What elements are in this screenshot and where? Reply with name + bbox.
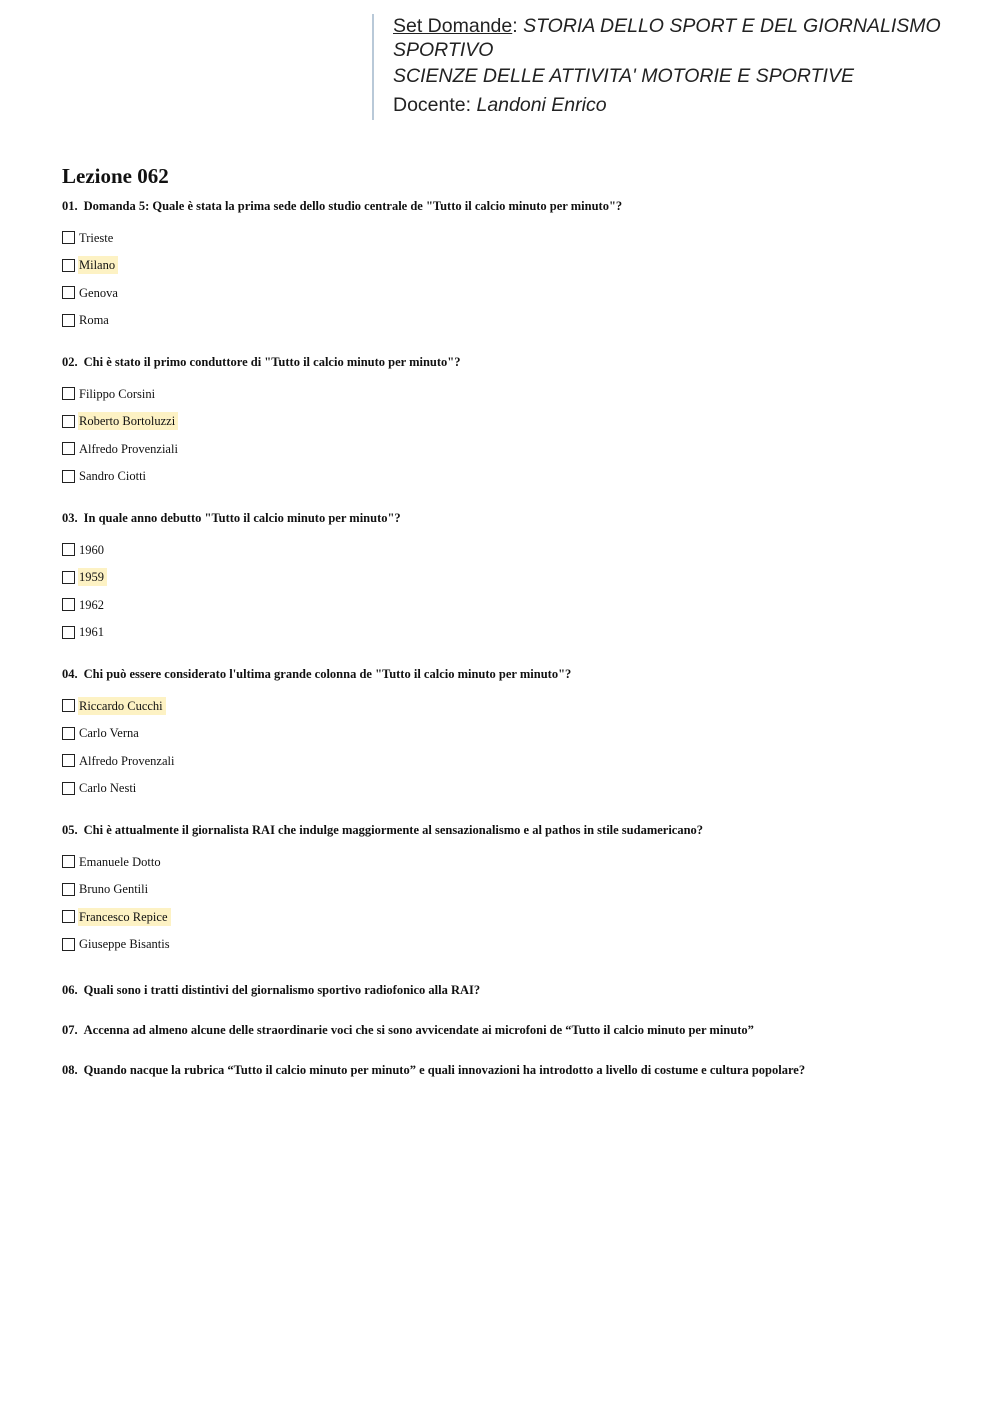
set-label: Set Domande xyxy=(393,15,513,37)
checkbox[interactable] xyxy=(62,259,75,272)
answer-option[interactable] xyxy=(62,591,962,619)
answer-option[interactable] xyxy=(62,463,962,491)
answer-label: Alfredo Provenzali xyxy=(79,753,175,768)
answer-options xyxy=(62,848,962,958)
answer-option[interactable] xyxy=(62,876,962,904)
question-number: 07. xyxy=(62,1023,78,1037)
answer-option[interactable] xyxy=(62,848,962,876)
question-text xyxy=(62,354,962,370)
checkbox[interactable] xyxy=(62,314,75,327)
question-block xyxy=(62,822,962,958)
question-prompt: Chi è attualmente il giornalista RAI che indulge maggiormente al sensazionalismo e al pathos in stile sudamericano? xyxy=(83,823,704,837)
question-text xyxy=(62,198,962,214)
checkbox[interactable] xyxy=(62,782,75,795)
answer-label: Bruno Gentili xyxy=(79,882,149,897)
answer-option[interactable] xyxy=(62,307,962,335)
answer-option[interactable] xyxy=(62,775,962,803)
question-prompt: Domanda 5: Quale è stata la prima sede dello studio centrale de "Tutto il calcio minuto per minuto"? xyxy=(83,199,623,213)
checkbox[interactable] xyxy=(62,855,75,868)
answer-label: 1962 xyxy=(79,597,104,612)
checkbox[interactable] xyxy=(62,387,75,400)
answer-label: Carlo Nesti xyxy=(79,781,137,796)
correct-answer-label: Riccardo Cucchi xyxy=(78,697,166,715)
set-title-line2: SPORTIVO xyxy=(393,39,494,61)
question-number: 04. xyxy=(62,667,78,681)
answer-option[interactable] xyxy=(62,224,962,252)
answer-option[interactable] xyxy=(62,692,962,720)
question-block xyxy=(62,510,962,646)
answer-options xyxy=(62,536,962,646)
open-question-list xyxy=(62,982,962,1078)
checkbox[interactable] xyxy=(62,543,75,556)
answer-label: Trieste xyxy=(79,230,114,245)
answer-option[interactable] xyxy=(62,903,962,931)
answer-option[interactable] xyxy=(62,720,962,748)
answer-label: Sandro Ciotti xyxy=(79,469,147,484)
answer-options xyxy=(62,224,962,334)
checkbox[interactable] xyxy=(62,286,75,299)
answer-option[interactable] xyxy=(62,252,962,280)
question-number: 06. xyxy=(62,983,78,997)
answer-option[interactable] xyxy=(62,536,962,564)
correct-answer-label: Francesco Repice xyxy=(78,908,171,926)
question-block xyxy=(62,198,962,334)
answer-option[interactable] xyxy=(62,931,962,959)
course-name: SCIENZE DELLE ATTIVITA' MOTORIE E SPORTIVE xyxy=(393,65,854,87)
question-block xyxy=(62,666,962,802)
question-text xyxy=(62,666,962,682)
correct-answer-label: 1959 xyxy=(78,568,107,586)
correct-answer-label: Roberto Bortoluzzi xyxy=(78,412,178,430)
document-header xyxy=(372,14,952,120)
answer-label: Giuseppe Bisantis xyxy=(79,937,170,952)
checkbox[interactable] xyxy=(62,415,75,428)
answer-label: 1961 xyxy=(79,625,104,640)
question-number: 01. xyxy=(62,199,78,213)
checkbox[interactable] xyxy=(62,231,75,244)
set-title: STORIA DELLO SPORT E DEL GIORNALISMO xyxy=(523,15,941,37)
question-text xyxy=(62,822,962,838)
answer-label: Carlo Verna xyxy=(79,726,139,741)
answer-label: Genova xyxy=(79,285,118,300)
teacher-line xyxy=(393,93,952,117)
teacher-name: Landoni Enrico xyxy=(476,94,607,116)
set-title-line1: Set Domande: STORIA DELLO SPORT E DEL GIORNALISMO xyxy=(393,15,941,37)
answer-option[interactable] xyxy=(62,564,962,592)
open-question xyxy=(62,1022,962,1038)
checkbox[interactable] xyxy=(62,598,75,611)
checkbox[interactable] xyxy=(62,571,75,584)
question-prompt: In quale anno debutto "Tutto il calcio minuto per minuto"? xyxy=(83,511,401,525)
quiz-content xyxy=(62,162,962,1078)
answer-option[interactable] xyxy=(62,408,962,436)
question-number: 08. xyxy=(62,1063,78,1077)
question-number: 03. xyxy=(62,511,78,525)
checkbox[interactable] xyxy=(62,626,75,639)
correct-answer-label: Milano xyxy=(78,256,118,274)
question-prompt: Accenna ad almeno alcune delle straordinarie voci che si sono avvicendate ai microfoni de “Tutto il calcio minuto per minuto” xyxy=(83,1023,754,1037)
checkbox[interactable] xyxy=(62,754,75,767)
question-prompt: Quali sono i tratti distintivi del giornalismo sportivo radiofonico alla RAI? xyxy=(83,983,481,997)
checkbox[interactable] xyxy=(62,442,75,455)
question-list xyxy=(62,198,962,958)
checkbox[interactable] xyxy=(62,938,75,951)
answer-option[interactable] xyxy=(62,747,962,775)
answer-label: Emanuele Dotto xyxy=(79,854,161,869)
teacher-label: Docente: xyxy=(393,94,472,116)
question-block xyxy=(62,354,962,490)
checkbox[interactable] xyxy=(62,699,75,712)
answer-label: Alfredo Provenziali xyxy=(79,441,178,456)
checkbox[interactable] xyxy=(62,883,75,896)
open-question xyxy=(62,1062,962,1078)
question-text xyxy=(62,510,962,526)
answer-option[interactable] xyxy=(62,619,962,647)
question-number: 05. xyxy=(62,823,78,837)
checkbox[interactable] xyxy=(62,470,75,483)
answer-options xyxy=(62,692,962,802)
checkbox[interactable] xyxy=(62,910,75,923)
lesson-title: Lezione 062 xyxy=(62,164,169,188)
answer-options xyxy=(62,380,962,490)
question-number: 02. xyxy=(62,355,78,369)
answer-option[interactable] xyxy=(62,279,962,307)
answer-option[interactable] xyxy=(62,380,962,408)
question-prompt: Chi è stato il primo conduttore di "Tutto il calcio minuto per minuto"? xyxy=(83,355,461,369)
answer-label: Filippo Corsini xyxy=(79,386,156,401)
question-prompt: Chi può essere considerato l'ultima grande colonna de "Tutto il calcio minuto per minuto"? xyxy=(83,667,572,681)
answer-option[interactable] xyxy=(62,435,962,463)
open-question xyxy=(62,982,962,998)
question-prompt: Quando nacque la rubrica “Tutto il calcio minuto per minuto” e quali innovazioni ha introdotto a livello di costume e cultura popolare? xyxy=(83,1063,806,1077)
checkbox[interactable] xyxy=(62,727,75,740)
answer-label: Roma xyxy=(79,313,109,328)
answer-label: 1960 xyxy=(79,542,104,557)
